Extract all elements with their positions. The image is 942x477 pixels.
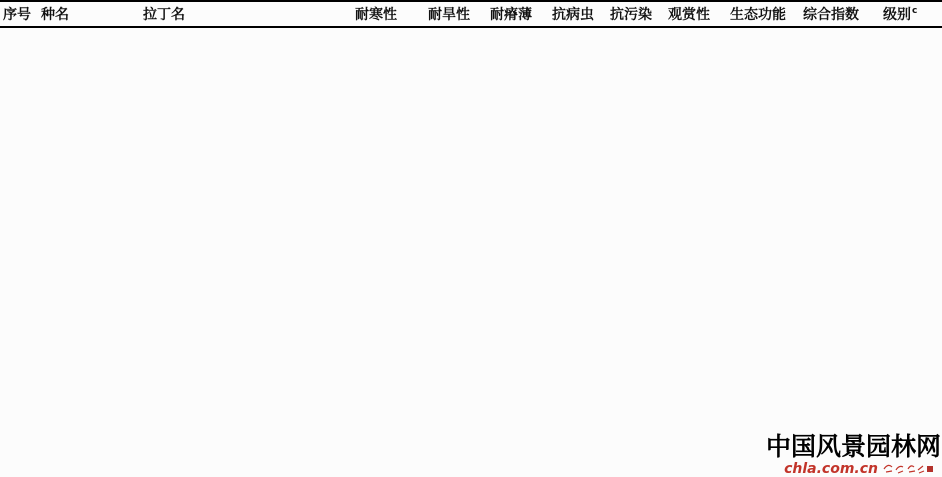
column-header: 耐旱性 [425,1,487,27]
watermark [712,424,942,476]
column-header: 抗污染 [607,1,665,27]
column-header: 级别$^c$ [880,1,942,27]
column-header: 拉丁名 [140,1,352,27]
column-header: 抗病虫 [549,1,607,27]
watermark-seal-icon [882,459,934,475]
watermark-site-name: 中国风景园林网 [765,432,941,461]
column-header: 生态功能 [727,1,800,27]
column-header: 综合指数 [800,1,880,27]
column-header: 序号 [0,1,38,27]
column-header: 种名 [38,1,140,27]
column-header: 观赏性 [665,1,727,27]
column-header: 耐瘠薄 [487,1,549,27]
header-row [0,1,942,27]
species-evaluation-table [0,0,942,28]
watermark-url: chla.com.cn [784,461,878,477]
column-header: 耐寒性 [352,1,425,27]
